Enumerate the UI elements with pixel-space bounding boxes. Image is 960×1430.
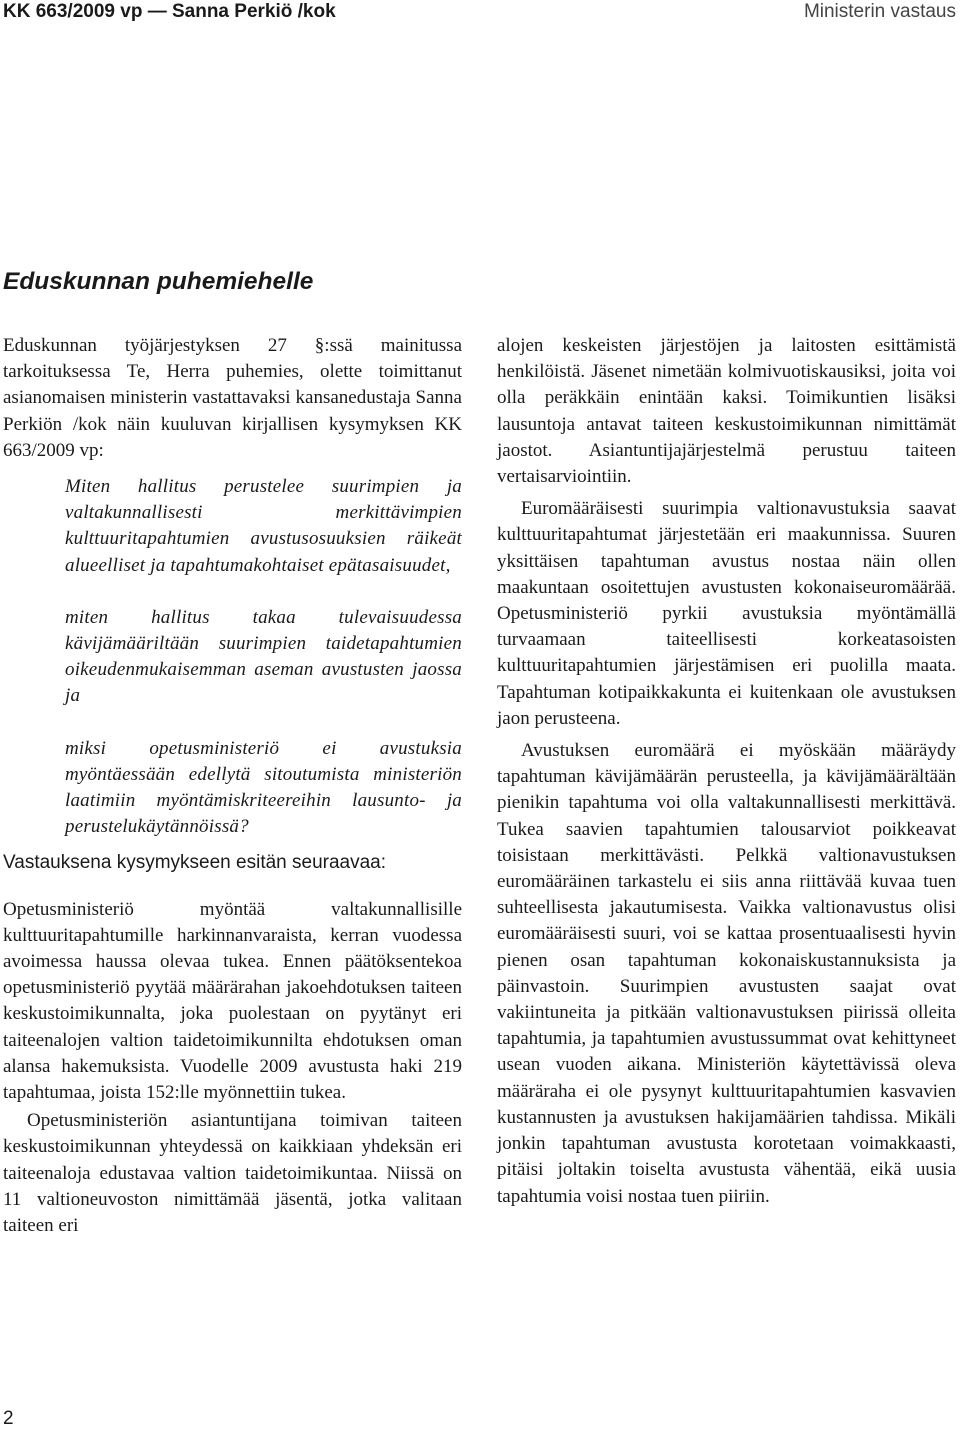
question-part-1: Miten hallitus perustelee suurimpien ja valtakunnallisesti merkittävimpien kulttuuritapahtumien avustusosuuksien räikeät alueelliset ja tapahtumakohtaiset epätasaisuudet,: [65, 476, 462, 576]
intro-paragraph: Eduskunnan työjärjestyksen 27 §:ssä mainitussa tarkoituksessa Te, Herra puhemies, olette toimittanut asianomaisen ministerin vastattavaksi kansanedustaja Sanna Perkiön /kok näin kuuluvan kirjallisen kysymyksen KK 663/2009 vp:: [3, 335, 462, 461]
document-reference: KK 663/2009 vp — Sanna Perkiö /kok: [3, 1, 336, 22]
page-number: 2: [3, 1408, 14, 1429]
answer-paragraph-3: alojen keskeisten järjestöjen ja laitosten esittämistä henkilöistä. Jäsenet nimetään kolmivuotiskausiksi, joita voi olla peräkkäin enintään kaksi. Toimikuntien lisäksi lausuntoja antavat taiteen keskustoimikunnan nimittämät jaostot. Asiantuntijajärjestelmä perustuu taiteen vertaisarviointiin.: [497, 335, 956, 488]
page-header: [0, 0, 960, 24]
question-part-2: miten hallitus takaa tulevaisuudessa kävijämääriltään suurimpien taidetapahtumien oikeudenmukaisemman aseman avustusten jaossa ja: [65, 606, 462, 707]
page-title: Eduskunnan puhemiehelle: [3, 268, 314, 295]
question-block: [65, 474, 462, 840]
answer-intro: Vastauksena kysymykseen esitän seuraavaa:: [3, 852, 387, 874]
answer-paragraph-1: Opetusministeriö myöntää valtakunnallisille kulttuuritapahtumille harkinnanvaraista, kerran vuodessa avoimessa haussa olevaa tukea. Ennen päätöksentekoa opetusministeriö pyytää määrärahan jakoehdotuksen taiteen keskustoimikunnalta, joka puolestaan on pyytänyt eri taiteenalojen valtion taidetoimikunnilta ehdotuksen oman alansa hakemuksista. Vuodelle 2009 avustusta haki 219 tapahtumaa, joista 152:lle myönnettiin tukea.: [3, 898, 462, 1104]
section-label: Ministerin vastaus: [803, 1, 956, 22]
answer-paragraph-2: Opetusministeriön asiantuntijana toimivan taiteen keskustoimikunnan yhteydessä on kaikkiaan yhdeksän eri taiteenaloja edustavaa valtion taidetoimikuntaa. Niissä on 11 valtioneuvoston nimittämää jäsentä, jotka valitaan taiteen eri: [3, 1110, 462, 1237]
question-part-3: miksi opetusministeriö ei avustuksia myöntäessään edellytä sitoutumista ministeriön laatimiin myöntämiskriteereihin lausunto- ja perustelukäytännöissä?: [65, 737, 462, 838]
answer-paragraph-5: Avustuksen euromäärä ei myöskään määräydy tapahtuman kävijämäärän perusteella, ja kävijämäärältään pienikin tapahtuma voi olla valtakunnallisesti merkittävä. Tukea saavien tapahtumien talousarviot poikkeavat toisistaan merkittävästi. Pelkkä valtionavustuksen euromääräinen tarkastelu ei siis anna riittävää kuvaa tuen suhteellisesta jakautumisesta. Vaikka valtionavustus olisi euromääräisesti suuri, voi se kattaa prosentuaalisesti hyvin pienen osan tapahtuman kokonaiskustannuksista ja päinvastoin. Suurimpien avustusten saajat ovat vakiintuneita ja pitkään valtionavustuksen piirissä olleita tapahtumia, ja tapahtumien avustussummat ovat kehittyneet usean vuoden aikana. Ministeriön käytettävissä oleva määräraha ei ole pysynyt kulttuuritapahtumien kasvavien kustannusten ja avustuksen hakijamäärien tahdissa. Mikäli jonkin tapahtuman avustusta korotetaan voimakkaasti, pitäisi joltakin toiselta avustusta vähentää, eikä uusia tapahtumia voisi nostaa tuen piiriin.: [497, 740, 956, 1207]
right-column: [497, 333, 956, 1210]
answer-paragraph-4: Euromääräisesti suurimpia valtionavustuksia saavat kulttuuritapahtumat järjestetään eri maakunnissa. Suuren yksittäisen tapahtuman avustus nostaa näin ollen maakuntaan osoitettujen avustusten kokonaiseuromäärää. Opetusministeriö pyrkii avustuksia myöntämällä turvaamaan taiteellisesti korkeatasoisten kulttuuritapahtumien järjestämisen eri puolilla maata. Tapahtuman kotipaikkakunta ei kuitenkaan ole avustuksen jaon perusteena.: [497, 498, 956, 729]
left-column: [3, 333, 462, 1239]
